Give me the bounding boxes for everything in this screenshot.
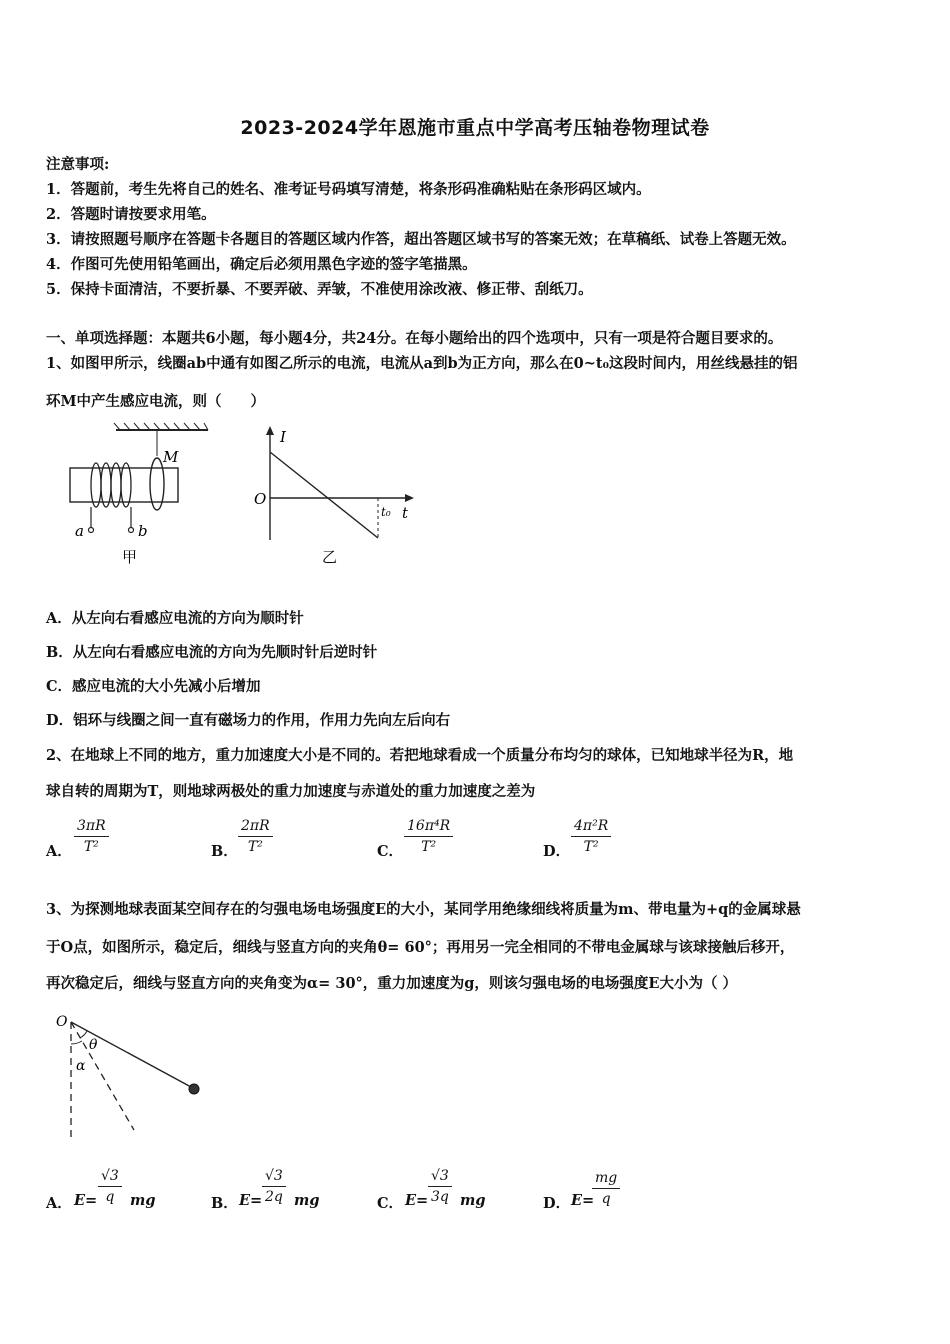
q1-option-a: A．从左向右看感应电流的方向为顺时针 — [46, 610, 304, 627]
q3-option-a-prefix: E= — [74, 1192, 98, 1209]
q3-option-c-suffix: mg — [460, 1192, 486, 1209]
label-t0: t₀ — [381, 505, 391, 519]
notice-item: 2．答题时请按要求用笔。 — [46, 206, 216, 223]
exam-title: 2023-2024学年恩施市重点中学高考压轴卷物理试卷 — [240, 117, 710, 139]
notice-item: 5．保持卡面清洁，不要折暴、不要弄破、弄皱，不准使用涂改液、修正带、刮纸刀。 — [46, 281, 593, 298]
fraction-bar — [592, 1188, 620, 1189]
label-yi: 乙 — [322, 548, 338, 566]
q3-option-b-prefix: E= — [239, 1192, 263, 1209]
fraction-numerator: 2πR — [241, 818, 270, 834]
q3-option-a-suffix: mg — [130, 1192, 156, 1209]
fraction-denominator: 2q — [264, 1189, 283, 1205]
fraction-denominator: q — [105, 1189, 115, 1205]
q3-option-c-fraction — [428, 1168, 452, 1205]
q2-option-b-fraction — [238, 818, 273, 855]
label-theta: θ — [89, 1037, 98, 1053]
fraction-numerator: 4π²R — [574, 818, 609, 834]
fraction-bar — [571, 836, 611, 837]
q2-option-c-label: C． — [377, 843, 404, 860]
fraction-denominator: T² — [83, 839, 99, 855]
q2-stem-line1: 2、在地球上不同的地方，重力加速度大小是不同的。若把地球看成一个质量分布均匀的球体，已知地球半径为R，地 — [46, 747, 794, 764]
q3-option-d-label: D． — [543, 1195, 571, 1212]
q2-option-b-label: B． — [211, 843, 238, 860]
q3-option-a-label: A． — [46, 1195, 72, 1212]
q3-stem-line1: 3、为探测地球表面某空间存在的匀强电场电场强度E的大小，某同学用绝缘细线将质量为m、带电量为+q的金属球悬 — [46, 901, 801, 918]
fraction-denominator: T² — [421, 839, 437, 855]
q3-option-b-suffix: mg — [294, 1192, 320, 1209]
fraction-numerator: √3 — [265, 1168, 283, 1184]
q3-option-c-label: C． — [377, 1195, 404, 1212]
label-b: b — [138, 522, 148, 540]
fraction-bar — [262, 1186, 286, 1187]
fraction-numerator: 3πR — [77, 818, 106, 834]
fraction-denominator: q — [601, 1191, 611, 1207]
q1-figure-yi — [248, 422, 428, 572]
notice-item: 3．请按照题号顺序在答题卡各题目的答题区域内作答，超出答题区域书写的答案无效；在草稿纸、试卷上答题无效。 — [46, 231, 796, 248]
fraction-bar — [238, 836, 273, 837]
notice-item: 1．答题前，考生先将自己的姓名、准考证号码填写清楚，将条形码准确粘贴在条形码区域内。 — [46, 181, 651, 198]
label-alpha: α — [76, 1058, 86, 1074]
label-t: t — [402, 504, 409, 522]
q1-option-b: B．从左向右看感应电流的方向为先顺时针后逆时针 — [46, 644, 378, 661]
q2-option-a-label: A． — [46, 843, 72, 860]
fraction-bar — [404, 836, 453, 837]
fraction-denominator: T² — [247, 839, 263, 855]
q1-option-c: C．感应电流的大小先减小后增加 — [46, 678, 261, 695]
fraction-numerator: √3 — [431, 1168, 449, 1184]
label-m: M — [163, 448, 179, 466]
q1-option-d: D．铝环与线圈之间一直有磁场力的作用，作用力先向左后向右 — [46, 712, 451, 729]
q3-stem-line3: 再次稳定后，细线与竖直方向的夹角变为α= 30°，重力加速度为g，则该匀强电场的电场强度E大小为（ ） — [46, 975, 738, 992]
fraction-denominator: 3q — [430, 1189, 449, 1205]
q3-option-c-prefix: E= — [405, 1192, 429, 1209]
section-heading: 一、单项选择题：本题共6小题，每小题4分，共24分。在每小题给出的四个选项中，只有一项是符合题目要求的。 — [46, 330, 783, 347]
notice-item: 4．作图可先使用铅笔画出，确定后必须用黑色字迹的签字笔描黑。 — [46, 256, 477, 273]
q3-pendulum-figure — [52, 1010, 222, 1150]
q2-option-d-label: D． — [543, 843, 571, 860]
fraction-numerator: √3 — [101, 1168, 119, 1184]
label-a: a — [75, 522, 84, 540]
q3-stem-line2: 于O点，如图所示，稳定后，细线与竖直方向的夹角θ= 60°；再用另一完全相同的不带电金属球与该球接触后移开， — [46, 939, 795, 956]
label-o: O — [56, 1014, 68, 1030]
q1-stem-line1: 1、如图甲所示，线圈ab中通有如图乙所示的电流，电流从a到b为正方向，那么在0~t₀这段时间内，用丝线悬挂的铝 — [46, 355, 798, 372]
q2-stem-line2: 球自转的周期为T，则地球两极处的重力加速度与赤道处的重力加速度之差为 — [46, 783, 536, 800]
q1-figure-jia — [60, 418, 220, 568]
label-o: O — [254, 490, 267, 508]
q3-option-a-fraction — [98, 1168, 122, 1205]
q1-stem-line2: 环M中产生感应电流，则（ ） — [46, 393, 266, 410]
q2-option-a-fraction — [74, 818, 109, 855]
q3-option-d-prefix: E= — [571, 1192, 595, 1209]
fraction-bar — [98, 1186, 122, 1187]
fraction-numerator: 16π⁴R — [407, 818, 451, 834]
fraction-numerator: mg — [595, 1170, 618, 1186]
q2-option-c-fraction — [404, 818, 453, 855]
q3-option-b-fraction — [262, 1168, 286, 1205]
q3-option-d-fraction — [592, 1170, 620, 1207]
q2-option-d-fraction — [571, 818, 611, 855]
notice-heading: 注意事项: — [46, 156, 110, 173]
fraction-denominator: T² — [583, 839, 599, 855]
fraction-bar — [74, 836, 109, 837]
q3-option-b-label: B． — [211, 1195, 238, 1212]
label-i: I — [280, 428, 286, 446]
label-jia: 甲 — [122, 548, 138, 566]
fraction-bar — [428, 1186, 452, 1187]
